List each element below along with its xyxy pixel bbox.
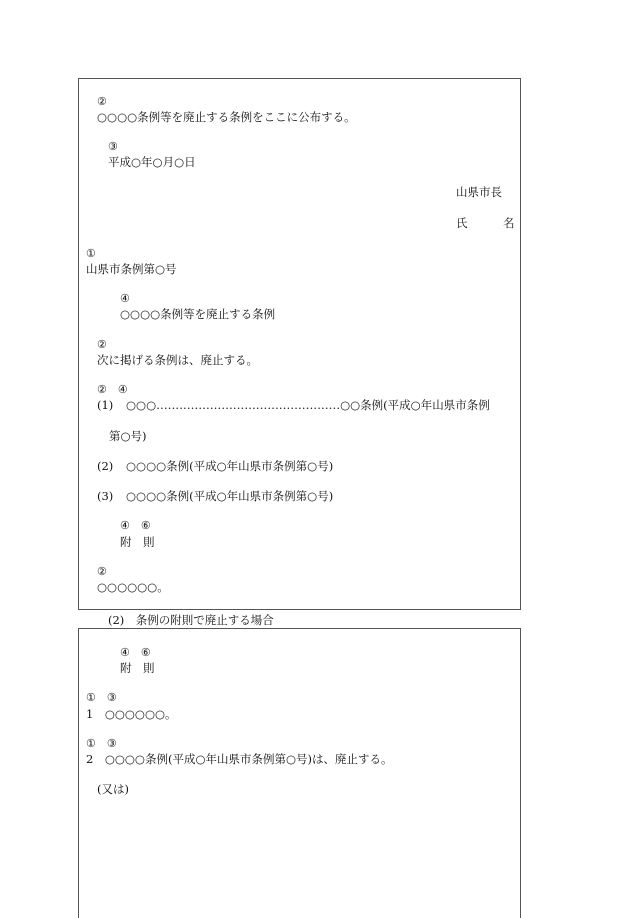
item-number: (1) <box>97 398 114 412</box>
annotation-ordinance-number: ① <box>86 247 96 260</box>
ordinance-title: ○○○○条例等を廃止する条例 <box>120 307 276 321</box>
supplementary-heading: 附 則 <box>120 535 155 549</box>
date-text: 平成○年○月○日 <box>108 155 196 169</box>
mayor-name-first: 氏 <box>456 216 468 230</box>
paragraph: 2 ○○○○条例(平成○年山県市条例第○号)は、廃止する。 <box>86 752 393 766</box>
paragraph: 1 ○○○○○○。 <box>86 707 177 721</box>
annotation-items: ② ④ <box>97 383 128 396</box>
item-number: (2) <box>97 459 114 473</box>
item-text: ○○○○条例(平成○年山県市条例第○号) <box>126 489 334 503</box>
mayor-title: 山県市長 <box>456 185 502 199</box>
annotation-supplementary-body: ② <box>97 565 107 578</box>
item-text: ○○○…………………………………………○○条例(平成○年山県市条例 <box>126 398 490 412</box>
main-clause: 次に掲げる条例は、廃止する。 <box>97 353 258 367</box>
ordinance-number: 山県市条例第○号 <box>86 262 177 276</box>
annotation-paragraph: ① ③ <box>86 737 117 750</box>
alternative-note: (又は) <box>97 782 129 796</box>
annotation-main-clause: ② <box>97 338 107 351</box>
annotation-supplementary: ④ ⑥ <box>120 519 151 532</box>
mayor-name-last: 名 <box>503 216 515 230</box>
annotation-ordinance-title: ④ <box>120 292 130 305</box>
promulgation-text: ○○○○条例等を廃止する条例をここに公布する。 <box>97 110 356 124</box>
annotation-date: ③ <box>108 140 118 153</box>
annotation-promulgation: ② <box>97 95 107 108</box>
section-caption: (2) 条例の附則で廃止する場合 <box>108 613 274 627</box>
supplementary-body: ○○○○○○。 <box>97 580 169 594</box>
supplementary-heading-2: 附 則 <box>120 661 155 675</box>
annotation-paragraph: ① ③ <box>86 691 117 704</box>
item-number: (3) <box>97 489 114 503</box>
item-text: ○○○○条例(平成○年山県市条例第○号) <box>126 459 334 473</box>
annotation-supplementary-2: ④ ⑥ <box>120 646 151 659</box>
item-text-continued: 第○号) <box>109 429 147 443</box>
